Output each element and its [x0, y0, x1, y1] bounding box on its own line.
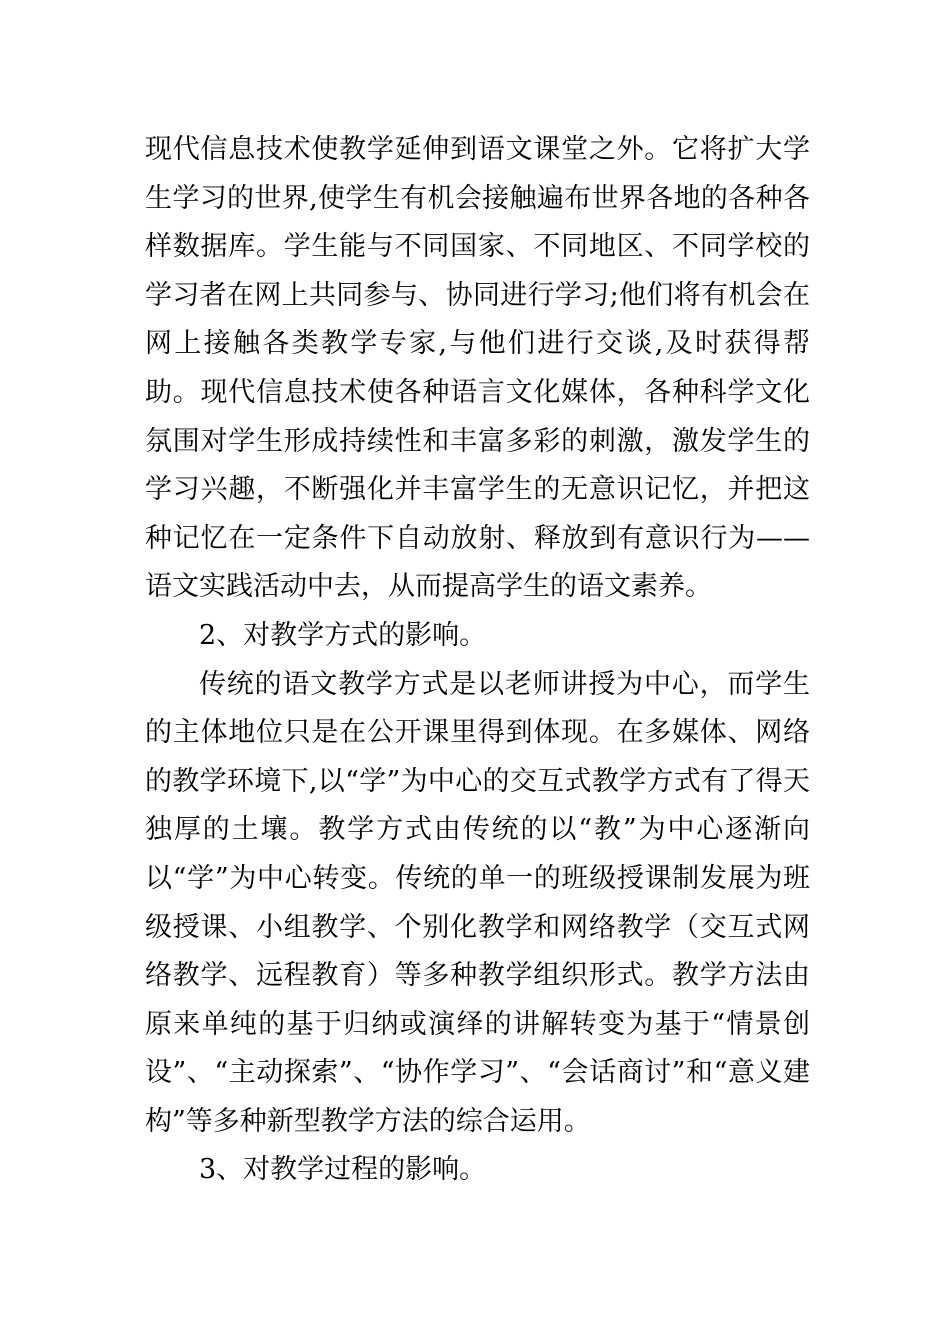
paragraph-teaching-method: 传统的语文教学方式是以老师讲授为中心，而学生的主体地位只是在公开课里得到体现。在多媒体、网络的教学环境下,以“学”为中心的交互式教学方式有了得天独厚的土壤。教学方式由传统的以“教”为中心逐渐向以“学”为中心转变。传统的单一的班级授课制发展为班级授课、小组教学、个别化教学和网络教学（交互式网络教学、远程教育）等多种教学组织形式。教学方法由原来单纯的基于归纳或演绎的讲解转变为基于“情景创设”、“主动探索”、“协作学习”、“会话商讨”和“意义建构”等多种新型教学方法的综合运用。: [145, 668, 810, 1137]
heading-teaching-method-impact: 2、对教学方式的影响。: [199, 619, 487, 651]
paragraph-info-tech-impact: 现代信息技术使教学延伸到语文课堂之外。它将扩大学生学习的世界,使学生有机会接触遍布世界各地的各种各样数据库。学生能与不同国家、不同地区、不同学校的学习者在网上共同参与、协同进行学习;他们将有机会在网上接触各类教学专家,与他们进行交谈,及时获得帮助。现代信息技术使各种语言文化媒体，各种科学文化氛围对学生形成持续性和丰富多彩的刺激，激发学生的学习兴趣，不断强化并丰富学生的无意识记忆，并把这种记忆在一定条件下自动放射、释放到有意识行为——语文实践活动中去，从而提高学生的语文素养。: [145, 134, 810, 603]
heading-teaching-process-impact: 3、对教学过程的影响。: [199, 1154, 487, 1186]
document-body: [145, 126, 810, 1195]
